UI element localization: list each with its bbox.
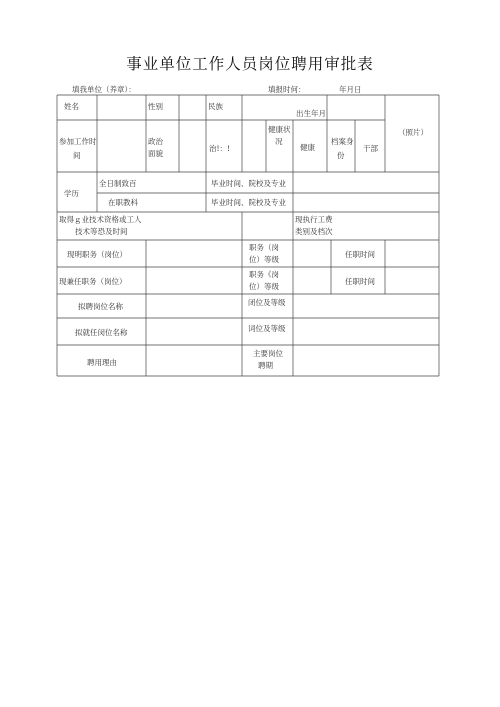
fulltime-edu-label: 全日制致百 — [99, 179, 137, 188]
concurrent-tenure-label: 任职时间 — [345, 277, 375, 286]
proposed-grade-label: 词位及等级 — [248, 324, 286, 333]
reason-label: 聘用理由 — [87, 358, 117, 367]
cadre-value: 干部 — [363, 144, 378, 153]
hire-grade-label: 闭位及等级 — [248, 298, 286, 307]
fill-date-label: 年月日 — [339, 85, 362, 94]
current-post-label: 现明职务（岗位） — [67, 250, 127, 259]
qualification-label-1: 取得ｇ业技术资格或工人 — [59, 215, 142, 224]
health-label-1: 健康状 — [268, 125, 291, 134]
current-tenure-label: 任职时间 — [345, 250, 375, 259]
photo-placeholder: （照片） — [398, 128, 428, 137]
archive-label-1: 档案身 — [331, 137, 354, 146]
gender-label: 性别 — [148, 102, 163, 111]
concurrent-post-label: 现兼任职务（岗位） — [59, 277, 127, 286]
name-label: 姓名 — [64, 102, 79, 111]
main-post-label-2: 聘期 — [258, 361, 273, 370]
political-label-2: 面貌 — [148, 149, 163, 158]
birth-label: 出生年月 — [296, 109, 326, 118]
salary-label-1: 现执行工费 — [295, 215, 333, 224]
fill-time-label: 填报时何： — [268, 85, 306, 94]
work-start-label-1: 参加工作时 — [59, 137, 97, 146]
proposed-post-label: 拟就任闵位名称 — [75, 328, 128, 337]
current-grade-label-2: 位）等级 — [249, 255, 279, 264]
fill-unit-label: 填我单位（养章）： — [72, 85, 136, 94]
current-grade-label-1: 职务（岗 — [249, 243, 279, 252]
inservice-edu-label: 在职教科 — [108, 198, 138, 207]
health-label-2: 况 — [275, 137, 283, 146]
concurrent-grade-label-1: 职务《岗 — [249, 270, 279, 279]
page-title: 事业单位工作人员岗位聘用审批表 — [126, 55, 374, 73]
ethnic-label: 民族 — [208, 102, 223, 111]
work-start-label-2: 间 — [73, 151, 81, 160]
hire-post-label: 拟聘岗位名称 — [78, 302, 123, 311]
salary-label-2: 类别及档次 — [295, 227, 333, 236]
qualification-label-2: 技术等恐及时间 — [75, 227, 128, 236]
archive-label-2: 份 — [337, 151, 345, 160]
inservice-grad-label: 毕业时间、院校及专业 — [211, 198, 286, 207]
fulltime-grad-label: 毕业时间、院校及专业 — [211, 179, 286, 188]
concurrent-grade-label-2: 位）等级 — [249, 282, 279, 291]
political-value: 治!：! — [209, 144, 231, 153]
political-label-1: 政治 — [148, 137, 163, 146]
main-post-label-1: 主要岗位 — [253, 349, 283, 358]
health-value: 健康 — [300, 143, 315, 152]
education-label: 学历 — [64, 189, 79, 198]
